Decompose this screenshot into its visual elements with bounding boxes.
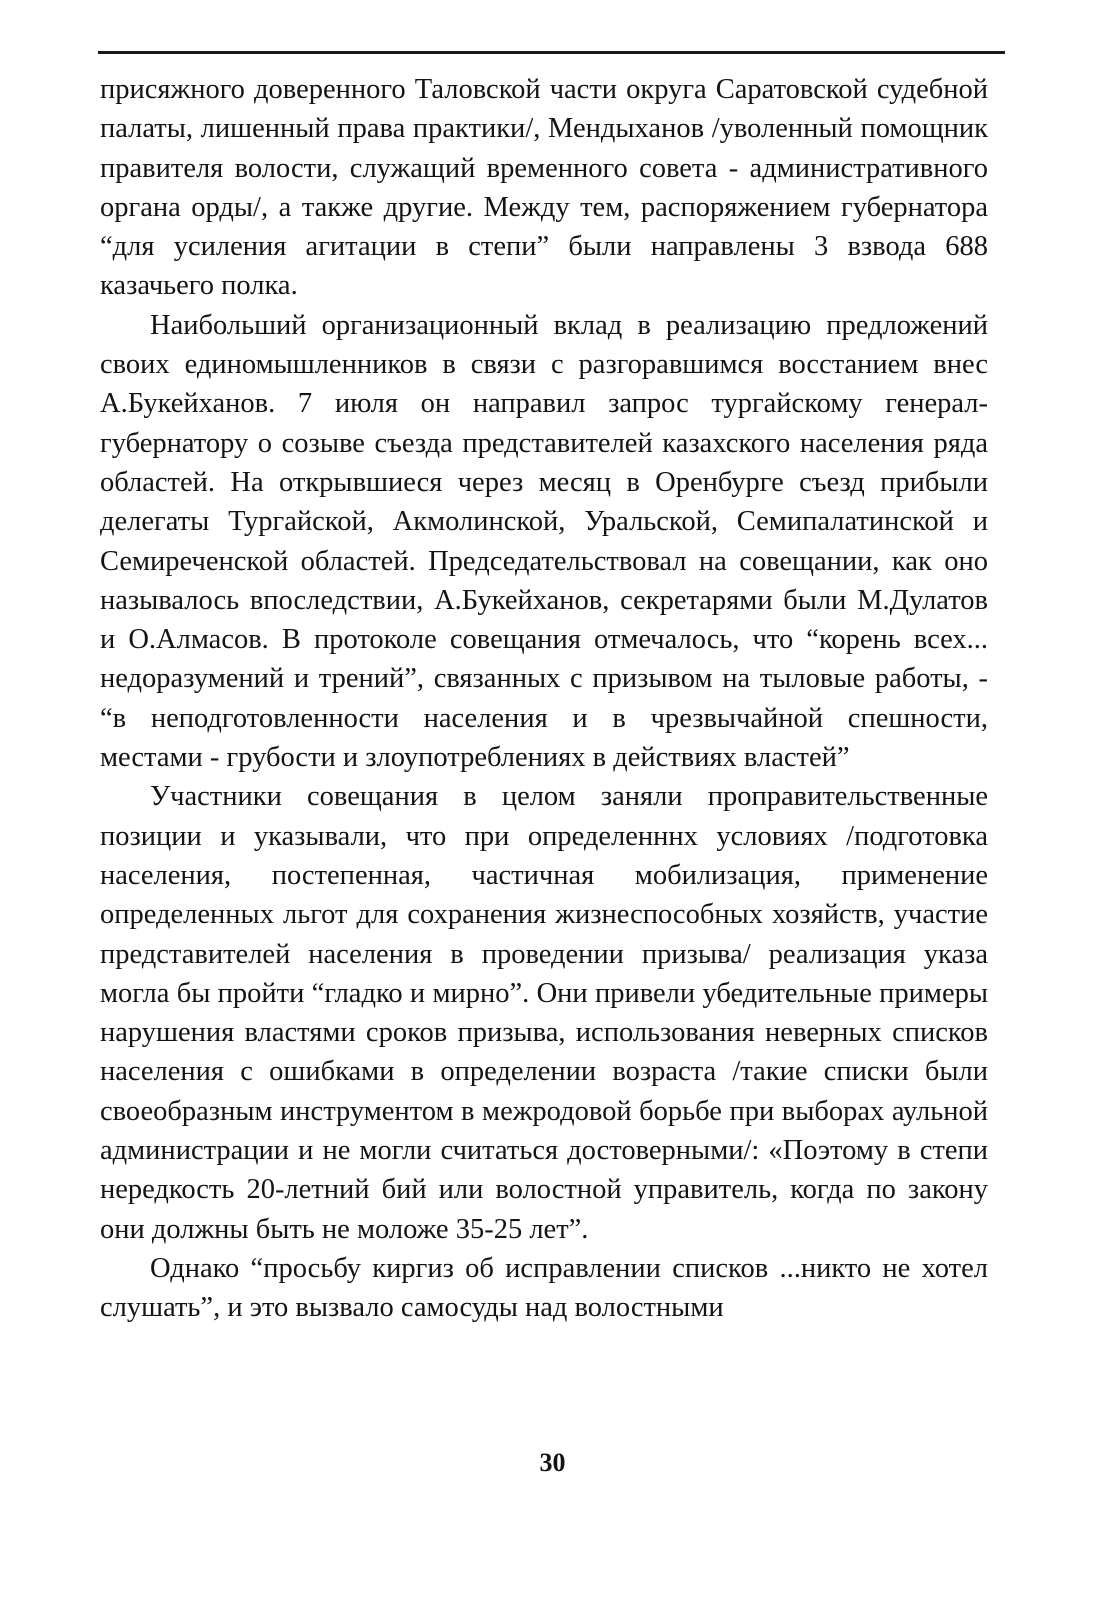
paragraph-continuation: присяжного доверенного Таловской части округа Саратовской судебной палаты, лишенный права практики/, Мендыханов /уволенный помощник правителя волости, служащий временного совета - административного органа орды/, а также другие. Между тем, распоряжением губернатора “для усиления агитации в степи” были направлены 3 взвода 688 казачьего полка. <box>100 74 988 302</box>
top-rule <box>98 51 1005 54</box>
document-body <box>100 70 988 1328</box>
page-number: 30 <box>539 1448 566 1477</box>
paragraph-bukeikhanov: Наибольший организационный вклад в реализацию предложений своих единомышленников в связи с разгоравшимся восстанием внес А.Букейханов. 7 июля он направил запрос тургайскому генерал-губернатору о созыве съезда представителей казахского населения ряда областей. На открывшиеся через месяц в Оренбурге съезд прибыли делегаты Тургайской, Акмолинской, Уральской, Семипалатинской и Семиреченской областей. Председательствовал на совещании, как оно называлось впоследствии, А.Букейханов, секретарями были М.Дулатов и О.Алмасов. В протоколе совещания отмечалось, что “корень всех... недоразумений и трений”, связанных с призывом на тыловые работы, - “в неподготовленности населения и в чрезвычайной спешности, местами - грубости и злоупотреблениях в действиях властей” <box>100 309 988 774</box>
paragraph-however: Однако “просьбу киргиз об исправлении списков ...никто не хотел слушать”, и это вызвало самосуды над волостными <box>100 1252 988 1324</box>
paragraph-participants: Участники совещания в целом заняли проправительственные позиции и указывали, что при определенннх условиях /подготовка населения, постепенная, частичная мобилизация, применение определенных льгот для сохранения жизнеспособных хозяйств, участие представителей населения в проведении призыва/ реализация указа могла бы пройти “гладко и мирно”. Они привели убедительные примеры нарушения властями сроков призыва, использования неверных списков населения с ошибками в определении возраста /такие списки были своеобразным инструментом в межродовой борьбе при выборах аульной администрации и не могли считаться достоверными/: «Поэтому в степи нередкость 20-летний бий или волостной управитель, когда по закону они должны быть не моложе 35-25 лет”. <box>100 781 988 1245</box>
